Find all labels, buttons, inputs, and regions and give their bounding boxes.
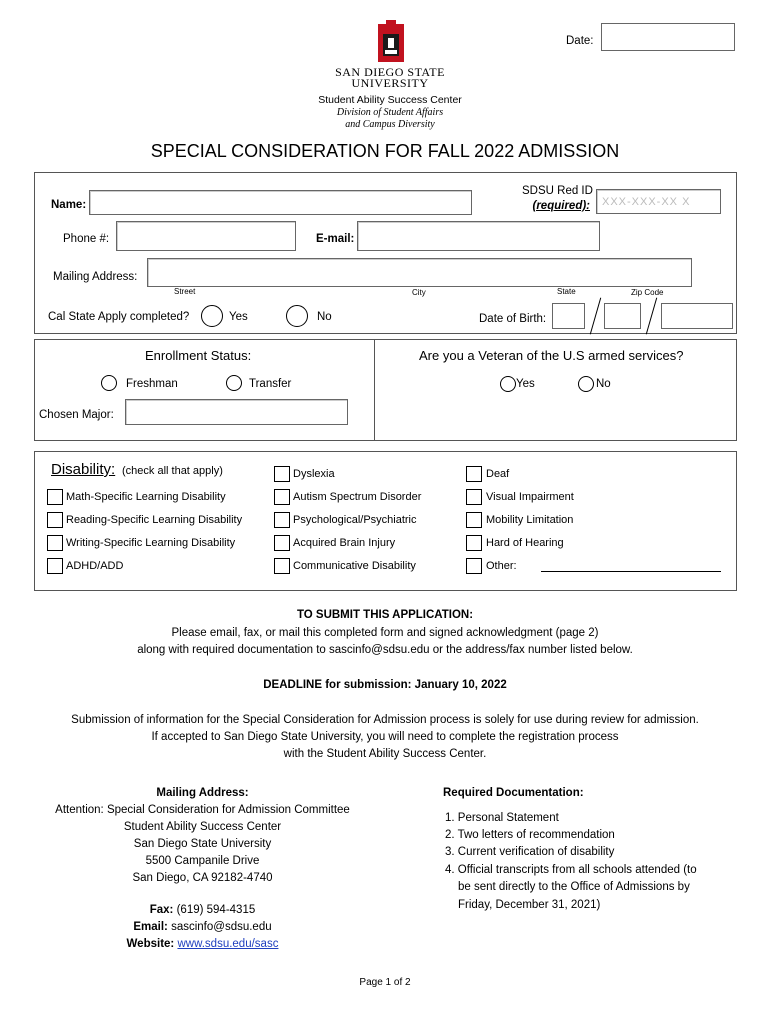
website-line [35,937,370,951]
enrollment-divider [374,339,375,441]
documentation-heading: Required Documentation: [443,787,584,799]
chosen-major-label: Chosen Major: [39,409,114,421]
phone-label: Phone #: [63,233,110,245]
mailing-line-3: San Diego State University [133,838,272,850]
cal-state-no-radio[interactable] [286,305,308,327]
enrollment-status-title: Enrollment Status: [145,348,252,363]
date-field[interactable] [601,23,735,51]
fax-value: (619) 594-4315 [176,904,256,916]
other-checkbox[interactable] [466,558,482,574]
hard-of-hearing-checkbox[interactable] [466,535,482,551]
veteran-yes-radio[interactable] [500,376,516,392]
other-text-line[interactable] [541,571,721,572]
veteran-no-radio[interactable] [578,376,594,392]
center-name: Student Ability Success Center [318,94,462,106]
university-name-line2: UNIVERSITY [351,76,429,90]
notice-line-2: If accepted to San Diego State University, you will need to complete the registration process [151,731,619,743]
date-label: Date: [566,35,594,47]
doc-item-2: 2. Two letters of recommendation [445,829,615,841]
red-id-label: SDSU Red ID [522,185,593,197]
contact-email-label: Email: [133,921,168,933]
website-link[interactable]: www.sdsu.edu/sasc [177,938,279,950]
zip-code-label: Zip Code [631,288,664,297]
cal-state-apply-label: Cal State Apply completed? [48,311,190,323]
psychological-label: Psychological/Psychiatric [293,514,417,526]
notice-line-1: Submission of information for the Special Consideration for Admission process is solely for use during review for admission. [71,714,699,726]
other-label: Other: [486,560,517,572]
cal-state-no-label: No [317,311,332,323]
sdsu-logo-icon [376,20,406,64]
red-id-field[interactable] [596,189,721,214]
dyslexia-checkbox[interactable] [274,466,290,482]
reading-ld-checkbox[interactable] [47,512,63,528]
mobility-checkbox[interactable] [466,512,482,528]
adhd-label: ADHD/ADD [66,560,124,572]
mailing-line-4: 5500 Campanile Drive [145,855,260,867]
date-of-birth-label: Date of Birth: [479,313,547,325]
website-label: Website: [126,938,175,950]
math-ld-checkbox[interactable] [47,489,63,505]
fax-line [35,903,370,917]
visual-impairment-checkbox[interactable] [466,489,482,505]
submit-line-2: along with required documentation to sascinfo@sdsu.edu or the address/fax number listed below. [137,644,633,656]
doc-item-4: 4. Official transcripts from all schools attended (to [445,864,697,876]
fax-label: Fax: [149,904,174,916]
doc-item-4-cont-1: be sent directly to the Office of Admissions by [458,881,690,893]
communicative-label: Communicative Disability [293,560,416,572]
freshman-label: Freshman [126,378,178,390]
state-label: State [557,287,576,296]
mailing-line-5: San Diego, CA 92182-4740 [132,872,273,884]
psychological-checkbox[interactable] [274,512,290,528]
mobility-label: Mobility Limitation [486,514,574,526]
veteran-no-label: No [596,378,611,390]
doc-item-4-cont-2: Friday, December 31, 2021) [458,899,601,911]
deaf-label: Deaf [486,468,510,480]
veteran-yes-label: Yes [516,378,535,390]
notice-line-3: with the Student Ability Success Center. [283,748,487,760]
doc-item-1: 1. Personal Statement [445,812,559,824]
mailing-address-label: Mailing Address: [53,271,138,283]
email-line [35,920,370,934]
visual-impairment-label: Visual Impairment [486,491,574,503]
email-label: E-mail: [316,233,355,245]
autism-checkbox[interactable] [274,489,290,505]
disability-subtitle: (check all that apply) [122,465,223,477]
submit-line-1: Please email, fax, or mail this completed form and signed acknowledgment (page 2) [171,627,599,639]
adhd-checkbox[interactable] [47,558,63,574]
dob-month-field[interactable] [552,303,585,329]
submit-heading: TO SUBMIT THIS APPLICATION: [296,609,474,621]
disability-title: Disability: [51,461,116,478]
cal-state-yes-radio[interactable] [201,305,223,327]
transfer-radio[interactable] [226,375,242,391]
deaf-checkbox[interactable] [466,466,482,482]
mailing-address-field[interactable] [147,258,692,287]
page-number: Page 1 of 2 [359,977,411,988]
brain-injury-label: Acquired Brain Injury [293,537,396,549]
city-label: City [412,288,426,297]
red-id-placeholder: XXX-XXX-XX X [602,196,691,208]
veteran-question: Are you a Veteran of the U.S armed services? [419,348,684,363]
hard-of-hearing-label: Hard of Hearing [486,537,564,549]
division-line1: Division of Student Affairs [336,107,444,118]
red-id-required-label: (required): [532,200,590,212]
street-label: Street [174,287,196,296]
deadline-text: DEADLINE for submission: January 10, 2022 [263,679,507,691]
autism-label: Autism Spectrum Disorder [293,491,422,503]
communicative-checkbox[interactable] [274,558,290,574]
reading-ld-label: Reading-Specific Learning Disability [66,514,243,526]
contact-email-value: sascinfo@sdsu.edu [171,921,272,933]
name-field[interactable] [89,190,472,215]
email-field[interactable] [357,221,600,251]
phone-field[interactable] [116,221,296,251]
university-name-line1: SAN DIEGO STATE [335,65,445,79]
dob-day-field[interactable] [604,303,641,329]
dob-year-field[interactable] [661,303,733,329]
transfer-label: Transfer [249,378,292,390]
chosen-major-field[interactable] [125,399,348,425]
math-ld-label: Math-Specific Learning Disability [66,491,226,503]
brain-injury-checkbox[interactable] [274,535,290,551]
division-line2: and Campus Diversity [345,119,435,130]
name-label: Name: [51,199,87,211]
mailing-heading: Mailing Address: [156,787,249,799]
cal-state-yes-label: Yes [229,311,248,323]
writing-ld-label: Writing-Specific Learning Disability [66,537,236,549]
doc-item-3: 3. Current verification of disability [445,846,615,858]
mailing-line-1: Attention: Special Consideration for Admission Committee [55,804,350,816]
page-title: SPECIAL CONSIDERATION FOR FALL 2022 ADMISSION [150,141,620,161]
dyslexia-label: Dyslexia [293,468,335,480]
writing-ld-checkbox[interactable] [47,535,63,551]
mailing-line-2: Student Ability Success Center [123,821,282,833]
freshman-radio[interactable] [101,375,117,391]
